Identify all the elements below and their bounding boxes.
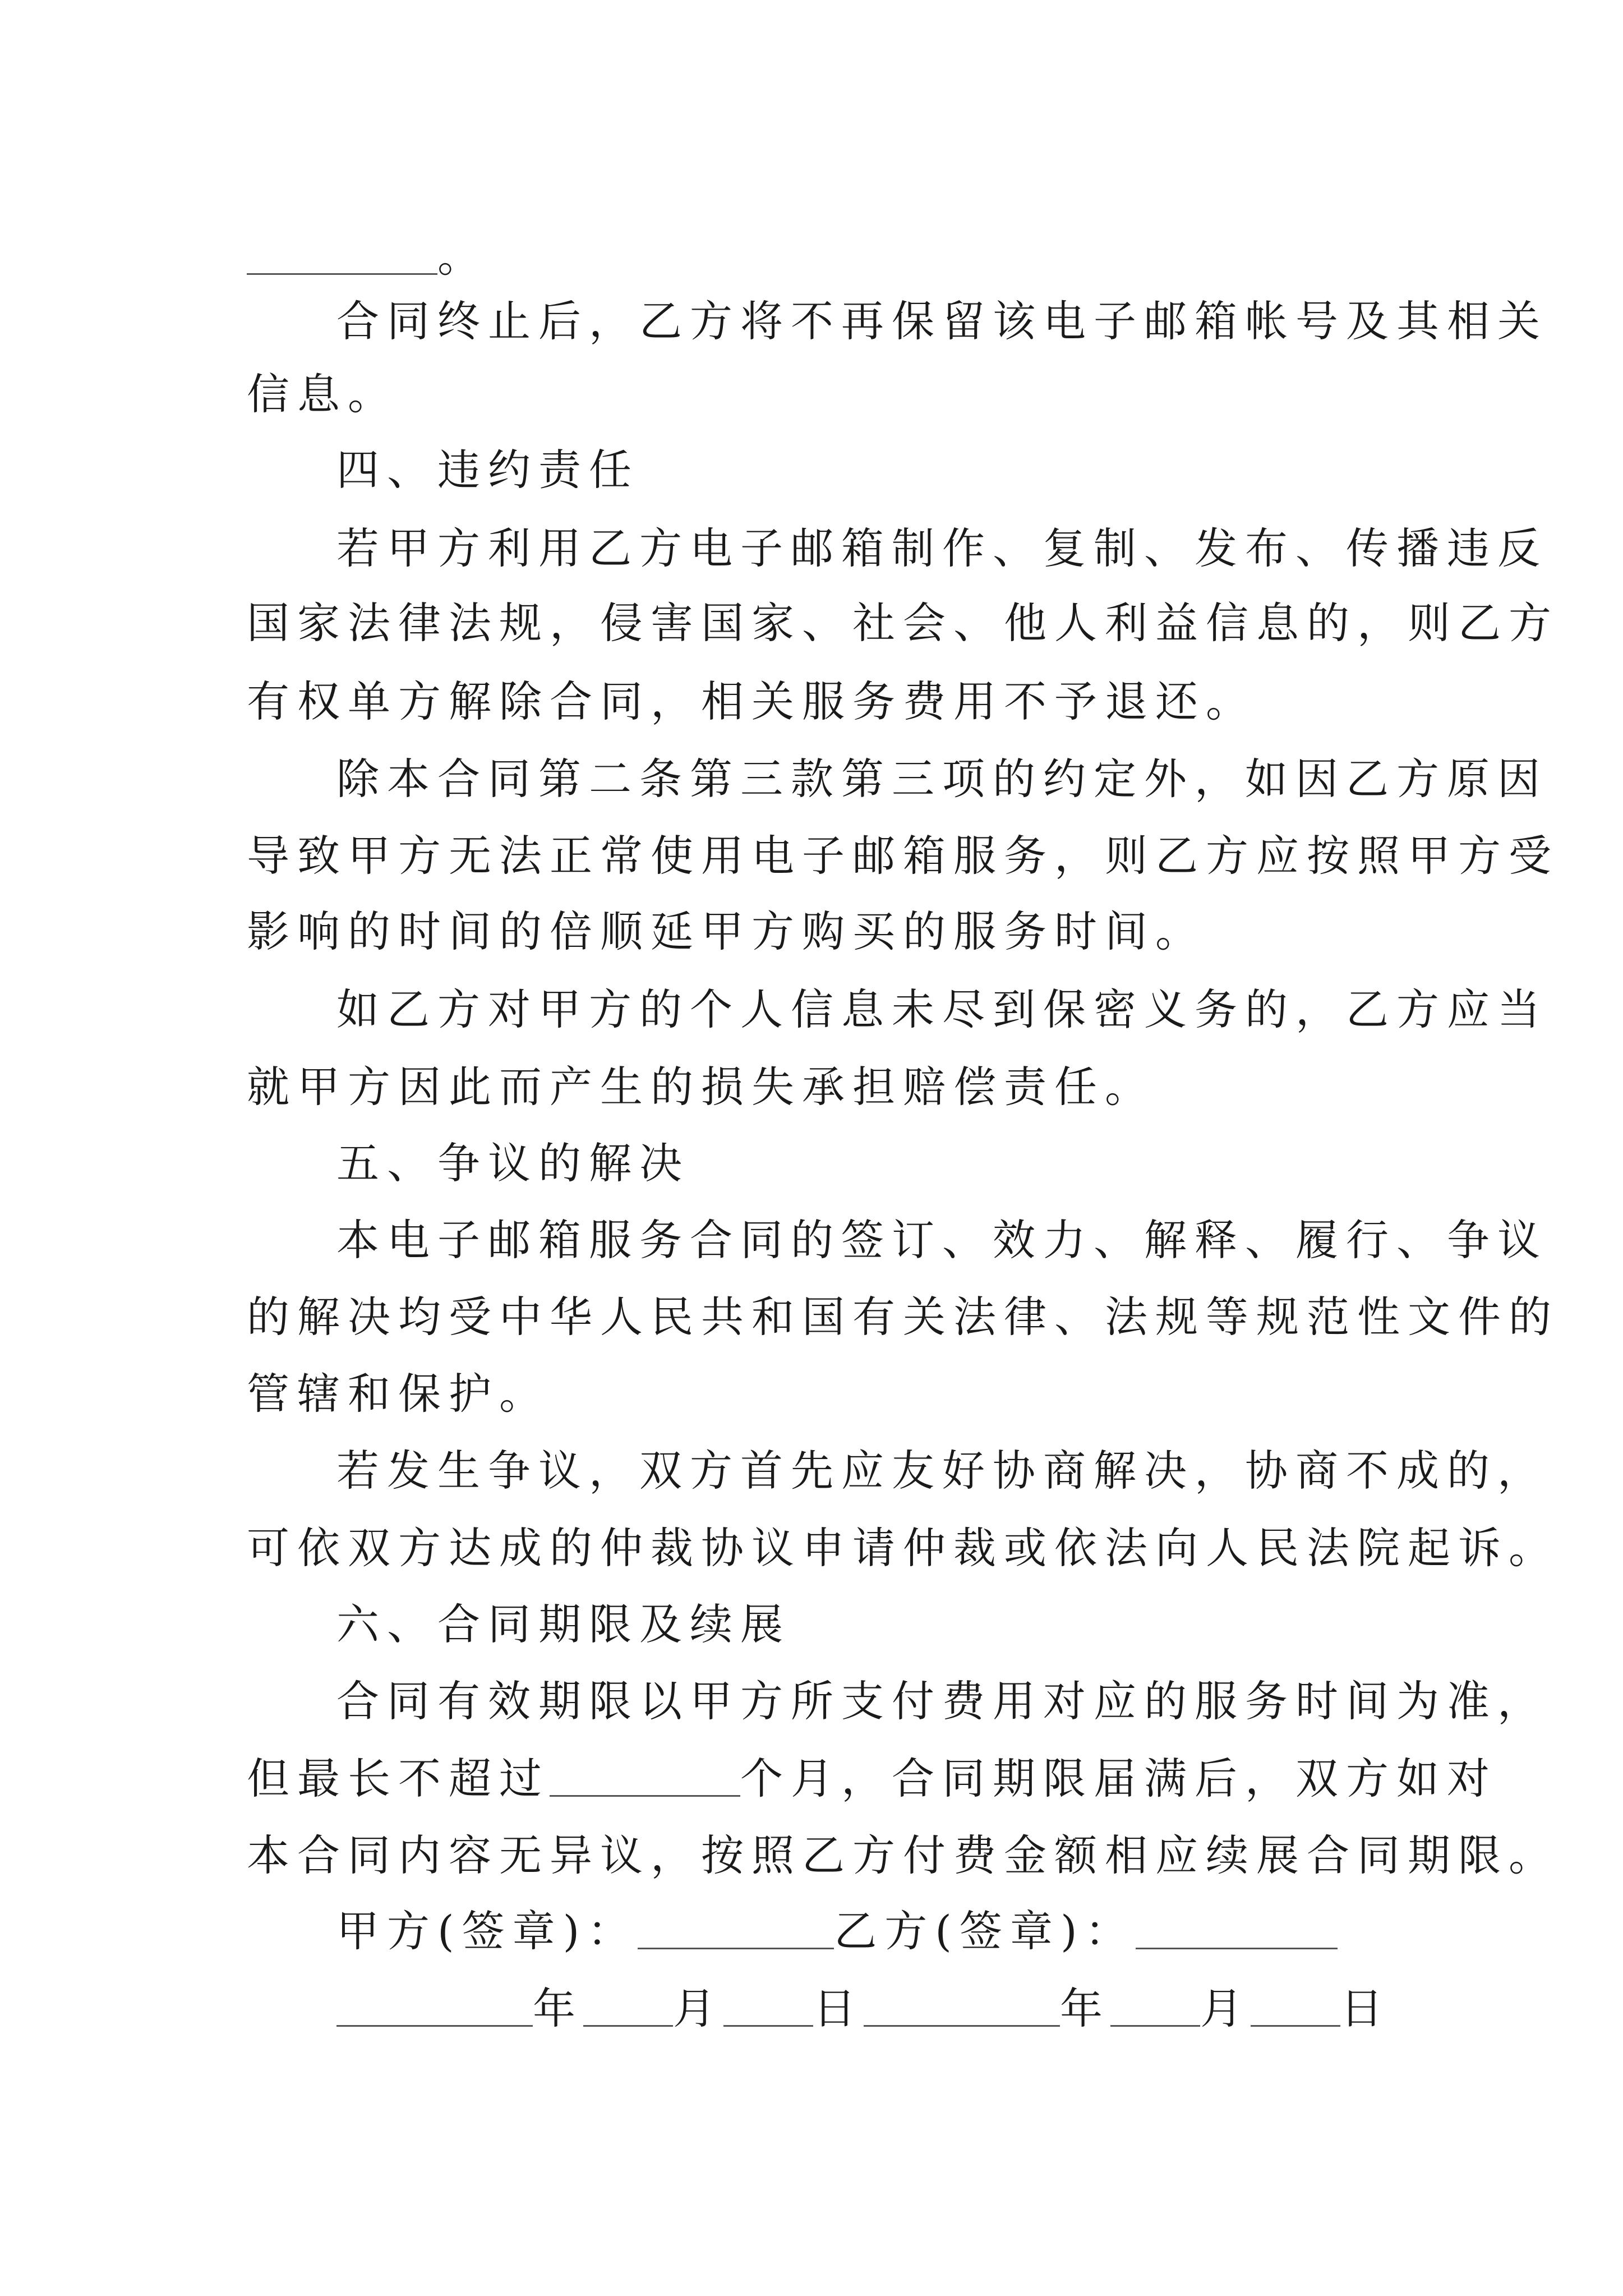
- month-label: 月: [1200, 1984, 1251, 2033]
- line-text: 信息。: [247, 369, 398, 419]
- paragraph-line: [247, 907, 1206, 956]
- paragraph-line: [336, 296, 1548, 346]
- party-a-month-blank: [583, 2025, 673, 2027]
- line-text: 若甲方利用乙方电子邮箱制作、复制、发布、传播违反: [336, 523, 1548, 573]
- line-text: 本合同内容无异议，按照乙方付费金额相应续展合同期限。: [247, 1830, 1559, 1880]
- party-a-year-blank: [336, 2025, 533, 2027]
- paragraph-line: [247, 1292, 1559, 1342]
- line-text: 导致甲方无法正常使用电子邮箱服务，则乙方应按照甲方受: [247, 831, 1559, 881]
- year-label: 年: [533, 1984, 583, 2033]
- paragraph-line: [247, 232, 488, 282]
- party-b-day-blank: [1251, 2025, 1340, 2027]
- line-text: 管辖和保护。: [247, 1369, 550, 1419]
- paragraph-line: [247, 1369, 550, 1419]
- date-line: [336, 1984, 1391, 2033]
- line-text: 有权单方解除合同，相关服务费用不予退还。: [247, 677, 1256, 726]
- paragraph-line: [247, 369, 398, 419]
- paragraph-line: [247, 1754, 1497, 1803]
- line-text: 影响的时间的倍顺延甲方购买的服务时间。: [247, 907, 1206, 956]
- signature-line: [336, 1906, 1338, 1956]
- paragraph-line: [247, 1062, 1155, 1112]
- paragraph-line: [247, 831, 1559, 881]
- paragraph-line: [336, 1446, 1548, 1496]
- heading-text: 六、合同期限及续展: [336, 1599, 791, 1649]
- fill-blank: [550, 1795, 740, 1797]
- section-heading: [336, 1599, 791, 1649]
- year-label: 年: [1060, 1984, 1110, 2033]
- party-b-label: 乙方(签章)：: [834, 1906, 1136, 1956]
- line-text: 若发生争议，双方首先应友好协商解决，协商不成的，: [336, 1446, 1548, 1496]
- paragraph-line: [247, 598, 1559, 648]
- line-text: 可依双方达成的仲裁协议申请仲裁或依法向人民法院起诉。: [247, 1523, 1559, 1573]
- paragraph-line: [336, 1676, 1548, 1726]
- line-text: 本电子邮箱服务合同的签订、效力、解释、履行、争议: [336, 1215, 1548, 1265]
- paragraph-line: [336, 1215, 1548, 1265]
- section-heading: [336, 445, 639, 495]
- paragraph-line: [336, 754, 1548, 804]
- line-text: 合同终止后，乙方将不再保留该电子邮箱帐号及其相关: [336, 296, 1548, 346]
- line-text: 就甲方因此而产生的损失承担赔偿责任。: [247, 1062, 1155, 1112]
- line-text: 但最长不超过: [247, 1754, 550, 1803]
- party-a-day-blank: [723, 2025, 813, 2027]
- party-b-signature-blank: [1136, 1948, 1338, 1949]
- party-a-label: 甲方(签章)：: [336, 1906, 638, 1956]
- line-text: 除本合同第二条第三款第三项的约定外，如因乙方原因: [336, 754, 1548, 804]
- line-text: 国家法律法规，侵害国家、社会、他人利益信息的，则乙方: [247, 598, 1559, 648]
- paragraph-line: [247, 1523, 1559, 1573]
- day-label: 日: [1340, 1984, 1391, 2033]
- paragraph-line: [247, 677, 1256, 726]
- party-a-signature-blank: [638, 1948, 834, 1949]
- line-text: 合同有效期限以甲方所支付费用对应的服务时间为准，: [336, 1676, 1548, 1726]
- heading-text: 四、违约责任: [336, 445, 639, 495]
- fill-blank: [247, 273, 437, 275]
- heading-text: 五、争议的解决: [336, 1138, 690, 1188]
- section-heading: [336, 1138, 690, 1188]
- line-text: 的解决均受中华人民共和国有关法律、法规等规范性文件的: [247, 1292, 1559, 1342]
- month-label: 月: [673, 1984, 723, 2033]
- party-b-year-blank: [864, 2025, 1060, 2027]
- line-text: 个月，合同期限届满后，双方如对: [740, 1754, 1497, 1803]
- line-text: 如乙方对甲方的个人信息未尽到保密义务的，乙方应当: [336, 984, 1548, 1034]
- day-label: 日: [813, 1984, 864, 2033]
- line-text: 。: [437, 232, 488, 282]
- paragraph-line: [336, 984, 1548, 1034]
- paragraph-line: [336, 523, 1548, 573]
- paragraph-line: [247, 1830, 1559, 1880]
- party-b-month-blank: [1110, 2025, 1200, 2027]
